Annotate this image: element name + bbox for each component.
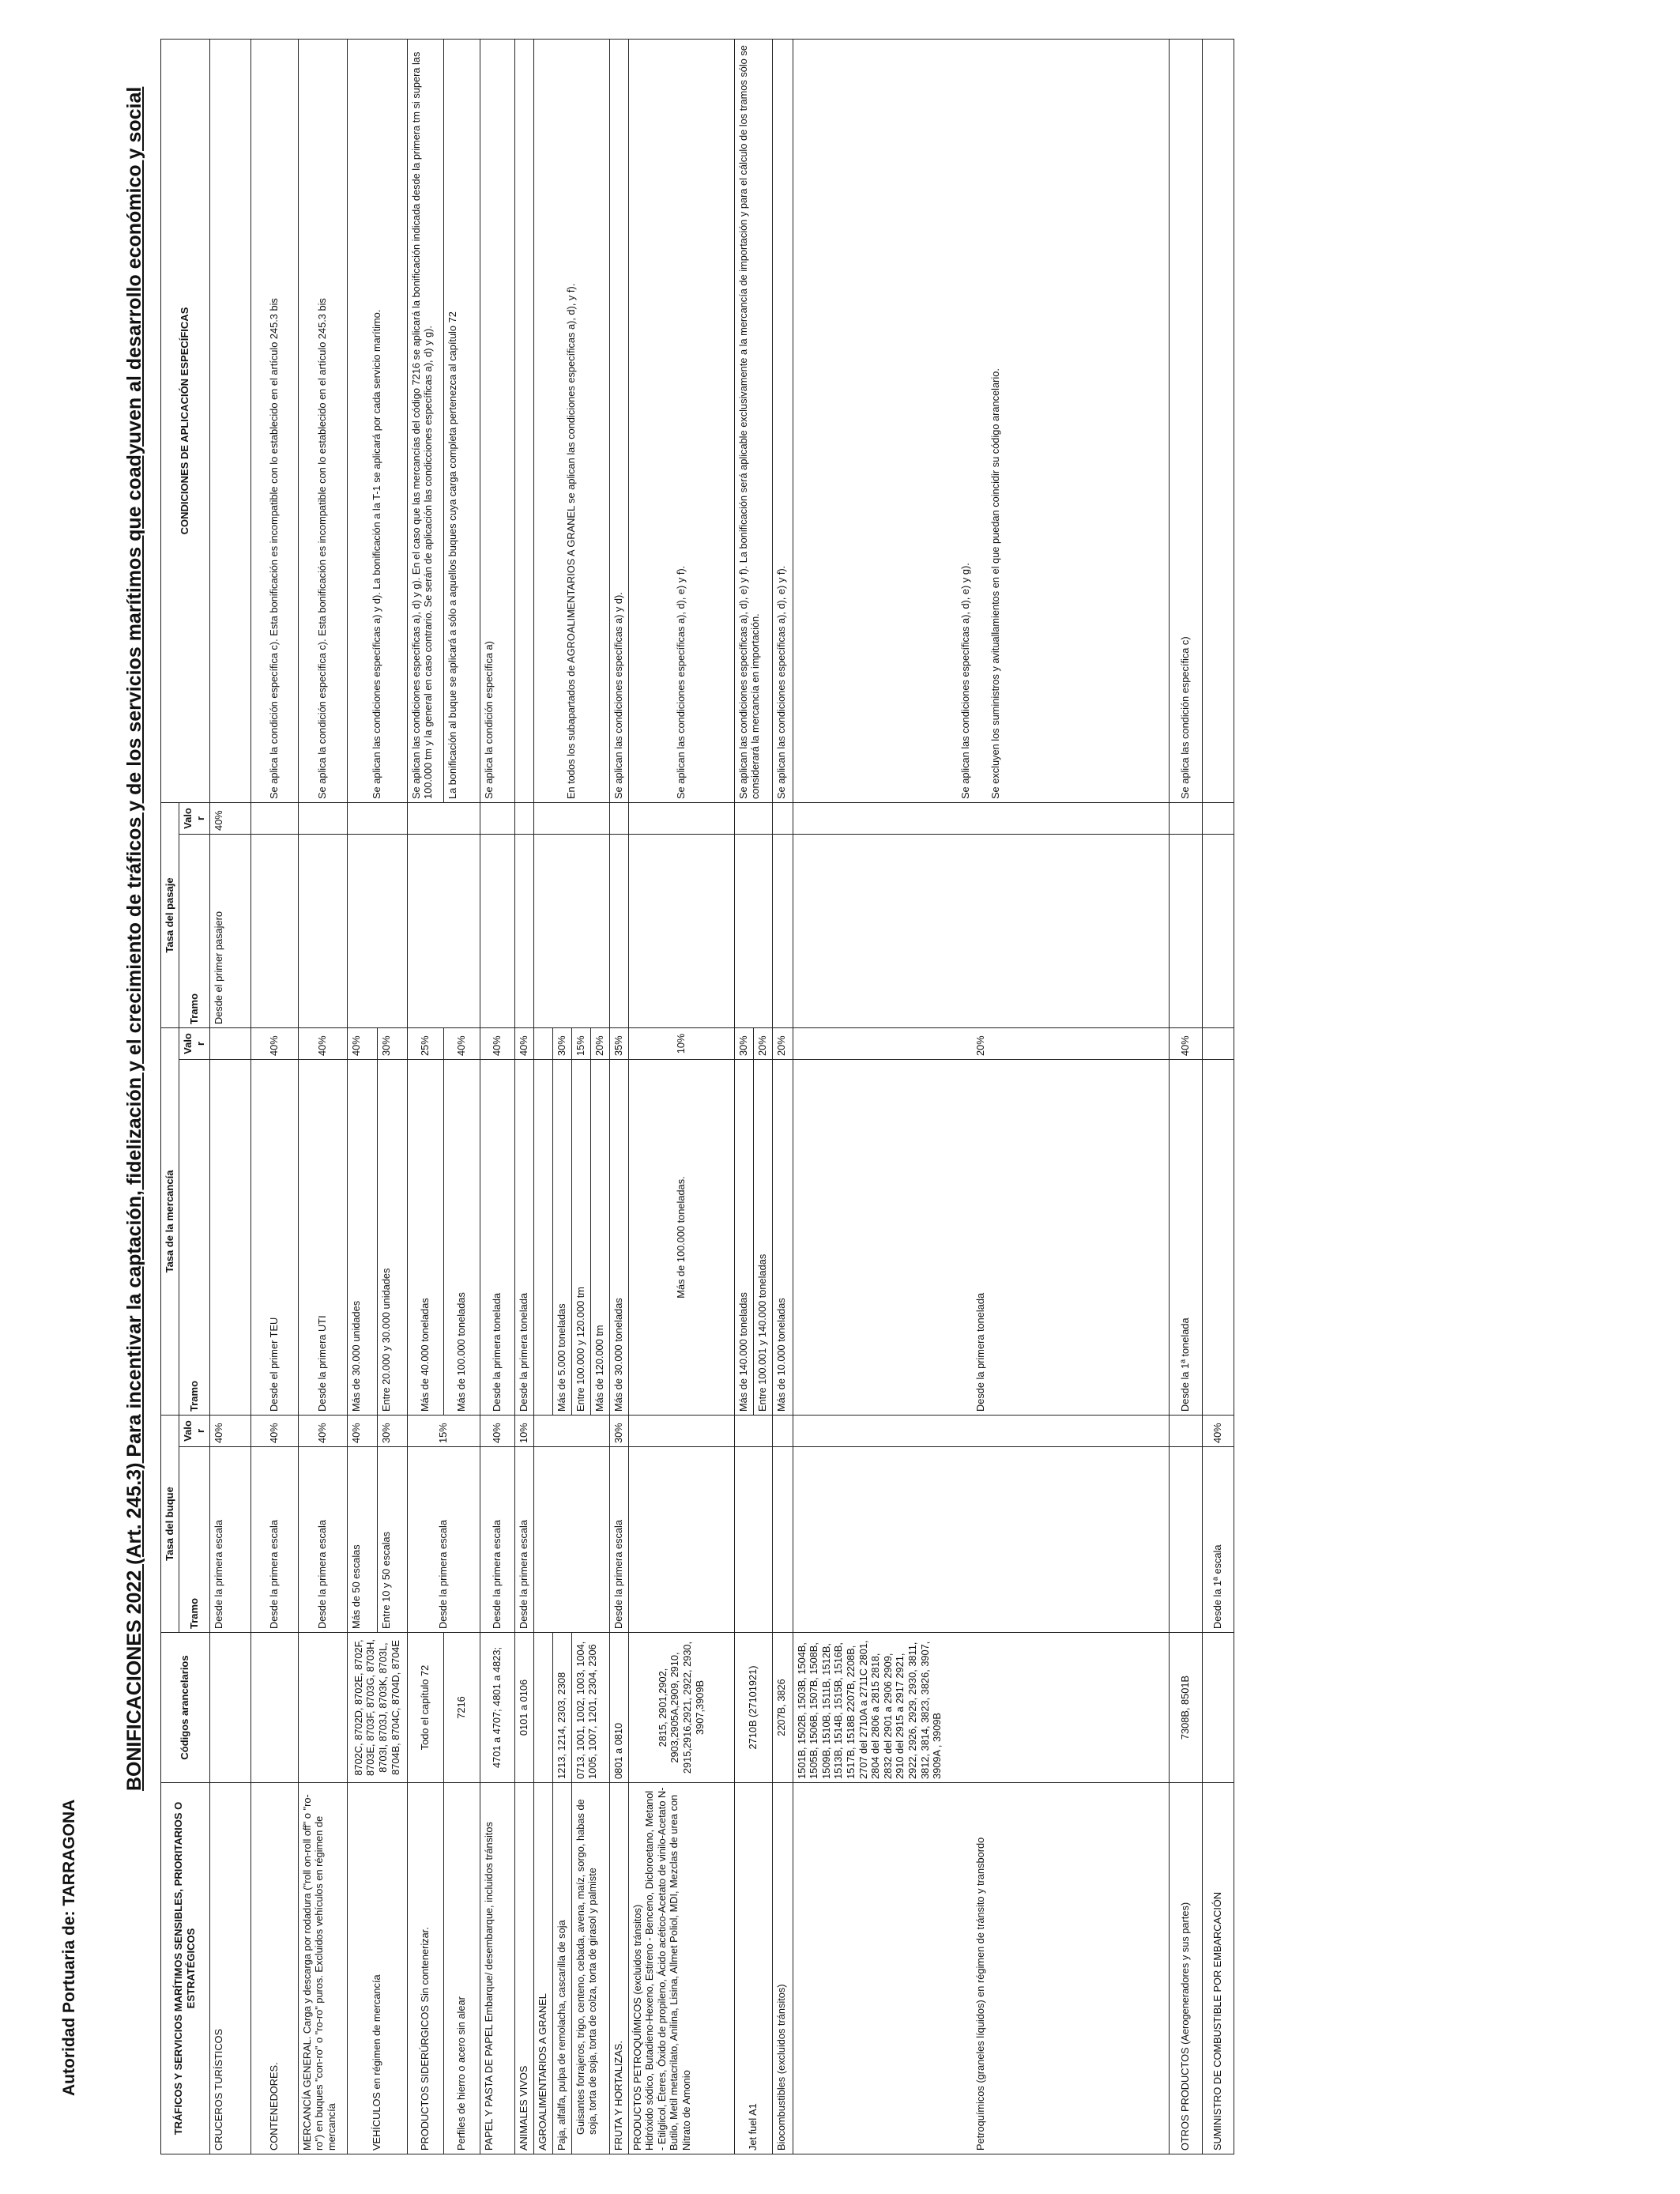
buque-tramo-cell: Desde la primera escala xyxy=(480,1447,514,1633)
header-codigos: Códigos arancelarios xyxy=(161,1633,210,1783)
merc-valor-cell xyxy=(533,1027,552,1059)
merc-tramo-cell: Desde la primera tonelada xyxy=(514,1059,533,1415)
trafico-cell: Petroquímicos (graneles líquidos) en régimen de tránsito y transbordo xyxy=(793,1783,1169,2154)
condiciones-cell: Se aplica la condición específica c). Esta bonificación es incompatible con lo establecido en el artículo 245.3 bis xyxy=(298,39,347,802)
condiciones-line-1: Se aplican las condiciones específicas a), d), e) y g). xyxy=(959,563,972,799)
header-tasa-pasaje: Tasa del pasaje xyxy=(161,802,179,1027)
condiciones-cell: Se aplican las condiciones específicas a), d), e) y f). La bonificación será aplicable exclusivamente a la mercancía de importación y para el cálculo de los tramos sólo se considerará la mercancía en importación. xyxy=(734,39,772,802)
merc-tramo-cell: Más de 5.000 toneladas xyxy=(552,1059,571,1415)
trafico-cell: CRUCEROS TURÍSTICOS xyxy=(209,1783,250,2154)
buque-valor-cell xyxy=(734,1415,772,1446)
merc-tramo-cell: Entre 100.001 y 140.000 toneladas xyxy=(753,1059,772,1415)
merc-valor-cell: 20% xyxy=(793,1027,1169,1059)
codigos-cell xyxy=(1202,1633,1234,1783)
row-contenedores xyxy=(250,39,298,2154)
buque-tramo-cell: Entre 10 y 50 escalas xyxy=(377,1447,407,1633)
merc-tramo-cell: Más de 120.000 tm xyxy=(590,1059,609,1415)
pasaje-tramo-cell xyxy=(793,834,1169,1027)
buque-valor-cell: 40% xyxy=(298,1415,347,1446)
condiciones-cell xyxy=(514,39,533,802)
buque-tramo-cell xyxy=(734,1447,772,1633)
pasaje-tramo-cell xyxy=(407,834,480,1027)
trafico-cell: Paja, alfalfa, pulpa de remolacha, cascarilla de soja xyxy=(552,1783,571,2154)
trafico-cell: Perfiles de hierro o acero sin alear xyxy=(443,1783,480,2154)
merc-tramo-cell: Desde el primer TEU xyxy=(250,1059,298,1415)
trafico-cell: MERCANCÍA GENERAL. Carga y descarga por rodadura ("roll on-roll off" o "ro-ro") en buques "con-ro" o "ro-ro" puros. Excluidos vehículos en régimen de mercancía xyxy=(298,1783,347,2154)
condiciones-cell: En todos los subapartados de AGROALIMENTARIOS A GRANEL se aplican las condiciones específicas a), d), y f). xyxy=(533,39,609,802)
condiciones-cell: Se aplican las condiciones específicas a), d), e) y f). xyxy=(628,39,734,802)
merc-valor-cell: 40% xyxy=(347,1027,377,1059)
condiciones-cell: Se aplican las condiciones específicas a) y d). xyxy=(609,39,628,802)
buque-tramo-cell: Desde la primera escala xyxy=(209,1447,250,1633)
merc-valor-cell: 20% xyxy=(772,1027,793,1059)
trafico-cell: SUMINISTRO DE COMBUSTIBLE POR EMBARCACIÓN xyxy=(1202,1783,1234,2154)
row-otros xyxy=(1169,39,1202,2154)
trafico-cell: OTROS PRODUCTOS (Aerogeneradores y sus partes) xyxy=(1169,1783,1202,2154)
condiciones-cell xyxy=(209,39,250,802)
trafico-cell: Biocombustibles (excluidos tránsitos) xyxy=(772,1783,793,2154)
row-vehiculos xyxy=(347,39,377,2154)
row-bio xyxy=(772,39,793,2154)
condiciones-cell xyxy=(793,39,1169,802)
header-pasaje-tramo: Tramo xyxy=(179,834,209,1027)
merc-tramo-cell: Desde la primera tonelada xyxy=(480,1059,514,1415)
buque-valor-cell xyxy=(628,1415,734,1446)
header-traficos: TRÁFICOS Y SERVICIOS MARÍTIMOS SENSIBLES, PRIORITARIOS O ESTRATÉGICOS xyxy=(161,1783,210,2154)
codigos-cell xyxy=(298,1633,347,1783)
condiciones-cell xyxy=(1202,39,1234,802)
buque-tramo-cell: Desde la primera escala xyxy=(407,1447,480,1633)
trafico-cell: PAPEL Y PASTA DE PAPEL Embarque/ desembarque, incluidos tránsitos xyxy=(480,1783,514,2154)
merc-tramo-cell: Desde la 1ª tonelada xyxy=(1169,1059,1202,1415)
port-authority-label: Autoridad Portuaria de: TARRAGONA xyxy=(60,1799,78,2096)
codigos-cell xyxy=(209,1633,250,1783)
buque-valor-cell: 30% xyxy=(377,1415,407,1446)
document-title: BONIFICACIONES 2022 (Art. 245.3) Para incentivar la captación, fidelización y el crecimiento de tráficos y de los servicios marítimos que coadyuven al desarrollo económico y social xyxy=(123,86,145,1791)
merc-valor-cell: 30% xyxy=(734,1027,753,1059)
row-agro xyxy=(533,39,552,2154)
pasaje-tramo-cell: Desde el primer pasajero xyxy=(209,834,250,1027)
codigos-cell xyxy=(533,1633,552,1783)
condiciones-line-2: Se excluyen los suministros y avituallamientos en el que puedan coincidir su código arancelario. xyxy=(989,368,1002,799)
trafico-cell: ANIMALES VIVOS xyxy=(514,1783,533,2154)
pasaje-tramo-cell xyxy=(533,834,609,1027)
merc-tramo-cell: Entre 100.000 y 120.000 tm xyxy=(571,1059,590,1415)
pasaje-valor-cell xyxy=(772,802,793,834)
buque-tramo-cell xyxy=(533,1447,609,1633)
pasaje-valor-cell xyxy=(514,802,533,834)
merc-valor-cell: 30% xyxy=(552,1027,571,1059)
codigos-cell xyxy=(250,1633,298,1783)
trafico-cell: VEHÍCULOS en régimen de mercancía xyxy=(347,1783,407,2154)
merc-valor-cell: 40% xyxy=(514,1027,533,1059)
merc-valor-cell: 10% xyxy=(628,1027,734,1059)
merc-tramo-cell xyxy=(533,1059,552,1415)
buque-valor-cell xyxy=(772,1415,793,1446)
pasaje-tramo-cell xyxy=(347,834,407,1027)
row-petroquimicos xyxy=(628,39,734,2154)
trafico-title: PRODUCTOS PETROQUÍMICOS (excluidos tránsitos) xyxy=(631,1904,643,2151)
header-buque-tramo: Tramo xyxy=(179,1447,209,1633)
merc-tramo-cell: Desde la primera UTI xyxy=(298,1059,347,1415)
buque-tramo-cell: Desde la 1ª escala xyxy=(1202,1447,1234,1633)
merc-tramo-cell: Más de 100.000 toneladas. xyxy=(628,1059,734,1415)
condiciones-cell: Se aplican las condiciones específicas a) y d). La bonificación a la T-1 se aplicará por cada servicio marítimo. xyxy=(347,39,407,802)
codigos-cell: 0101 a 0106 xyxy=(514,1633,533,1783)
buque-valor-cell: 40% xyxy=(209,1415,250,1446)
row-suministro xyxy=(1202,39,1234,2154)
codigos-cell: 2815, 2901,2902, 2903,2905A,2909, 2910, 2915,2916,2921, 2922, 2930, 3907,3909B xyxy=(628,1633,734,1783)
condiciones-cell: La bonificación al buque se aplicará a sólo a aquellos buques cuya carga completa pertenezca al capítulo 72 xyxy=(443,39,480,802)
merc-tramo-cell: Más de 30.000 toneladas xyxy=(609,1059,628,1415)
pasaje-valor-cell xyxy=(628,802,734,834)
merc-tramo-cell: Más de 140.000 toneladas xyxy=(734,1059,753,1415)
buque-tramo-cell: Desde la primera escala xyxy=(514,1447,533,1633)
merc-valor-cell: 40% xyxy=(480,1027,514,1059)
row-perfiles xyxy=(443,39,480,2154)
codigos-cell: 7308B, 8501B xyxy=(1169,1633,1202,1783)
merc-tramo-cell xyxy=(209,1059,250,1415)
merc-valor-cell: 20% xyxy=(590,1027,609,1059)
pasaje-tramo-cell xyxy=(1169,834,1202,1027)
header-pasaje-valor: Valor xyxy=(179,802,209,834)
condiciones-cell: Se aplica la condición específica a) xyxy=(480,39,514,802)
header-row-1 xyxy=(161,39,179,2154)
buque-tramo-cell: Desde la primera escala xyxy=(250,1447,298,1633)
header-tasa-mercancia: Tasa de la mercancía xyxy=(161,1027,179,1415)
buque-valor-cell: 10% xyxy=(514,1415,533,1446)
buque-valor-cell: 40% xyxy=(480,1415,514,1446)
bonificaciones-table xyxy=(160,39,1234,2154)
condiciones-cell: Se aplica las condición específica c) xyxy=(1169,39,1202,802)
codigos-cell: 0801 a 0810 xyxy=(609,1633,628,1783)
pasaje-tramo-cell xyxy=(772,834,793,1027)
buque-valor-cell: 30% xyxy=(609,1415,628,1446)
merc-tramo-cell: Más de 30.000 unidades xyxy=(347,1059,377,1415)
pasaje-tramo-cell xyxy=(514,834,533,1027)
pasaje-valor-cell xyxy=(407,802,480,834)
buque-valor-cell: 40% xyxy=(1202,1415,1234,1446)
merc-valor-cell: 30% xyxy=(377,1027,407,1059)
codigos-cell: 8702C, 8702D, 8702E, 8702F, 8703E, 8703F, 8703G, 8703H, 8703I, 8703J, 8703K, 8703L, 8704B, 8704C, 8704D, 8704E xyxy=(347,1633,407,1783)
pasaje-valor-cell xyxy=(609,802,628,834)
merc-valor-cell: 25% xyxy=(407,1027,443,1059)
row-jet xyxy=(734,39,753,2154)
buque-tramo-cell: Desde la primera escala xyxy=(298,1447,347,1633)
pasaje-tramo-cell xyxy=(628,834,734,1027)
merc-tramo-cell: Más de 100.000 toneladas xyxy=(443,1059,480,1415)
pasaje-tramo-cell xyxy=(609,834,628,1027)
pasaje-valor-cell xyxy=(298,802,347,834)
condiciones-cell: Se aplican las condiciones específicas a), d), e) y f). xyxy=(772,39,793,802)
trafico-cell: PRODUCTOS SIDERÚRGICOS Sin contenerizar. xyxy=(407,1783,443,2154)
buque-valor-cell: 40% xyxy=(250,1415,298,1446)
trafico-cell xyxy=(628,1783,734,2154)
buque-tramo-cell xyxy=(772,1447,793,1633)
trafico-cell: Jet fuel A1 xyxy=(734,1783,772,2154)
condiciones-cell: Se aplica la condición específica c). Esta bonificación es incompatible con lo establecido en el artículo 245.3 bis xyxy=(250,39,298,802)
merc-valor-cell: 40% xyxy=(443,1027,480,1059)
pasaje-tramo-cell xyxy=(250,834,298,1027)
merc-tramo-cell: Desde la primera tonelada xyxy=(793,1059,1169,1415)
merc-valor-cell: 40% xyxy=(298,1027,347,1059)
merc-valor-cell: 15% xyxy=(571,1027,590,1059)
trafico-cell: Guisantes forrajeros, trigo, centeno, cebada, avena, maíz, sorgo, habas de soja, torta de soja, torta de colza, torta de girasol y palmiste xyxy=(571,1783,609,2154)
codigos-cell: 1501B, 1502B, 1503B, 1504B, 1505B, 1506B, 1507B, 1508B, 1509B, 1510B, 1511B, 1512B, 1513B, 1514B, 1515B, 1516B, 1517B, 1518B 2207B, 2208B, 2707 del 2710A a 2711C 2801, 2804 del 2806 a 2815 2818, 2832 del 2901 a 2906 2909, 2910 del 2915 a 2917 2921, 2922, 2926, 2929, 2930, 3811, 3812, 3814, 3823, 3826, 3907, 3909A , 3909B xyxy=(793,1633,1169,1783)
trafico-detail: Hidróxido sódico, Butadieno-Hexeno, Estireno - Benceno, Dicloroetano, Metanol - Etilglicol, Éteres, Óxido de propileno, Ácido acético-Acetato de vinilo-Acetato N-Butilo, Metil metacrilato, Anilina, Lisina, Allmet Poliol, MDI, Mezclas de urea con Nitrato de Amonio xyxy=(643,1787,693,2151)
codigos-cell: Todo el capítulo 72 xyxy=(407,1633,443,1783)
pasaje-valor-cell xyxy=(793,802,1169,834)
pasaje-valor-cell xyxy=(250,802,298,834)
merc-valor-cell: 40% xyxy=(250,1027,298,1059)
row-petro-liquidos xyxy=(793,39,1169,2154)
buque-valor-cell xyxy=(533,1415,609,1446)
row-animales xyxy=(514,39,533,2154)
row-fruta xyxy=(609,39,628,2154)
trafico-cell: AGROALIMENTARIOS A GRANEL xyxy=(533,1783,552,2154)
merc-tramo-cell: Más de 10.000 toneladas xyxy=(772,1059,793,1415)
buque-valor-cell: 15% xyxy=(407,1415,480,1446)
buque-valor-cell xyxy=(1169,1415,1202,1446)
pasaje-tramo-cell xyxy=(1202,834,1234,1027)
pasaje-valor-cell xyxy=(480,802,514,834)
merc-tramo-cell xyxy=(1202,1059,1234,1415)
merc-valor-cell xyxy=(209,1027,250,1059)
codigos-cell: 7216 xyxy=(443,1633,480,1783)
codigos-cell: 2207B, 3826 xyxy=(772,1633,793,1783)
header-merc-valor: Valor xyxy=(179,1027,209,1059)
header-buque-valor: Valor xyxy=(179,1415,209,1446)
pasaje-valor-cell xyxy=(1202,802,1234,834)
merc-valor-cell: 40% xyxy=(1169,1027,1202,1059)
trafico-cell: CONTENEDORES. xyxy=(250,1783,298,2154)
buque-tramo-cell: Más de 50 escalas xyxy=(347,1447,377,1633)
pasaje-tramo-cell xyxy=(734,834,772,1027)
codigos-cell: 4701 a 4707; 4801 a 4823; xyxy=(480,1633,514,1783)
pasaje-valor-cell xyxy=(347,802,407,834)
codigos-cell: 2710B (27101921) xyxy=(734,1633,772,1783)
merc-valor-cell: 35% xyxy=(609,1027,628,1059)
codigos-cell: 0713, 1001, 1002, 1003, 1004, 1005, 1007, 1201, 2304, 2306 xyxy=(571,1633,609,1783)
buque-tramo-cell xyxy=(793,1447,1169,1633)
pasaje-tramo-cell xyxy=(298,834,347,1027)
header-condiciones: CONDICIONES DE APLICACIÓN ESPECÍFICAS xyxy=(161,39,210,802)
header-tasa-buque: Tasa del buque xyxy=(161,1415,179,1632)
trafico-cell: FRUTA Y HORTALIZAS. xyxy=(609,1783,628,2154)
row-cruceros xyxy=(209,39,250,2154)
row-siderurgicos xyxy=(407,39,443,2154)
pasaje-valor-cell: 40% xyxy=(209,802,250,834)
row-papel xyxy=(480,39,514,2154)
pasaje-valor-cell xyxy=(1169,802,1202,834)
buque-tramo-cell xyxy=(628,1447,734,1633)
buque-valor-cell: 40% xyxy=(347,1415,377,1446)
pasaje-valor-cell xyxy=(734,802,772,834)
merc-valor-cell: 20% xyxy=(753,1027,772,1059)
merc-valor-cell xyxy=(1202,1027,1234,1059)
merc-tramo-cell: Entre 20.000 y 30.000 unidades xyxy=(377,1059,407,1415)
buque-tramo-cell xyxy=(1169,1447,1202,1633)
pasaje-tramo-cell xyxy=(480,834,514,1027)
condiciones-cell: Se aplican las condiciones específicas a), d) y g). En el caso que las mercancías del código 7216 se aplicará la bonificación indicada desde la primera tm si supera las 100.000 tm y la general en caso contrario. Se serán de aplicación las condicciones específicas a), d) y g). xyxy=(407,39,443,802)
row-mercancia-general xyxy=(298,39,347,2154)
buque-valor-cell xyxy=(793,1415,1169,1446)
merc-tramo-cell: Más de 40.000 toneladas xyxy=(407,1059,443,1415)
codigos-cell: 1213, 1214, 2303, 2308 xyxy=(552,1633,571,1783)
buque-tramo-cell: Desde la primera escala xyxy=(609,1447,628,1633)
header-merc-tramo: Tramo xyxy=(179,1059,209,1415)
pasaje-valor-cell xyxy=(533,802,609,834)
